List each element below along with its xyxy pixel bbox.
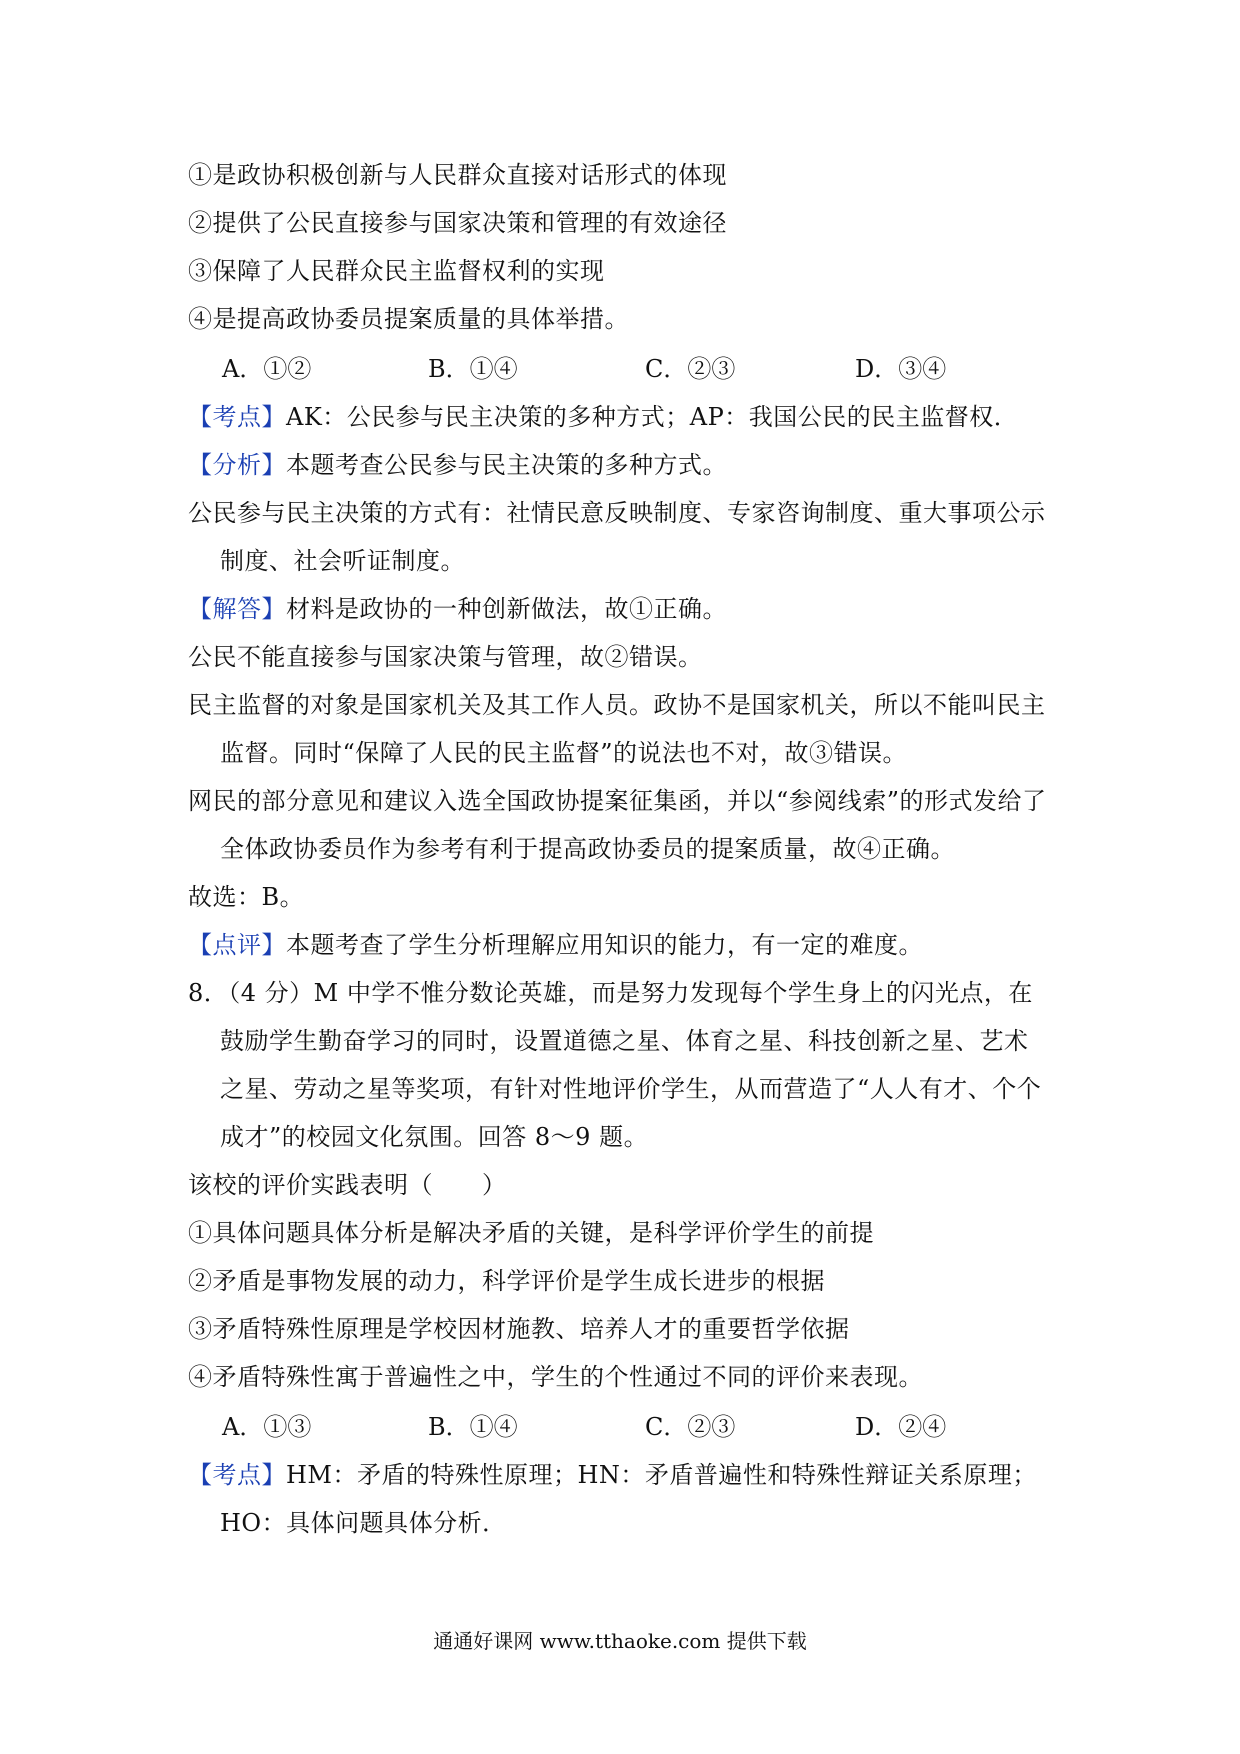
q8-kaodian-text: HM：矛盾的特殊性原理；HN：矛盾普遍性和特殊性辩证关系原理； — [286, 1461, 1037, 1489]
q7-fenxi — [188, 450, 727, 480]
fenxi-text: 本题考查公民参与民主决策的多种方式。 — [286, 451, 727, 479]
q8-option-b: B．①④ — [428, 1413, 518, 1441]
jieda-text: 材料是政协的一种创新做法，故①正确。 — [286, 595, 727, 623]
q8-option-c: C．②③ — [645, 1413, 736, 1441]
q8-kaodian-cont: HO：具体问题具体分析． — [220, 1509, 507, 1537]
jieda-line-3: 监督。同时“保障了人民的民主监督”的说法也不对，故③错误。 — [220, 739, 908, 767]
jieda-line-2: 民主监督的对象是国家机关及其工作人员。政协不是国家机关，所以不能叫民主 — [188, 691, 1046, 719]
q7-statement-4: ④是提高政协委员提案质量的具体举措。 — [188, 305, 629, 333]
q7-option-b: B．①④ — [428, 355, 518, 383]
q8-option-a: A．①③ — [222, 1413, 312, 1441]
dianping-text: 本题考查了学生分析理解应用知识的能力，有一定的难度。 — [286, 931, 923, 959]
q8-option-d: D．②④ — [855, 1413, 947, 1441]
q8-statement-1: ①具体问题具体分析是解决矛盾的关键，是科学评价学生的前提 — [188, 1219, 874, 1247]
q8-stem-line-4: 成才”的校园文化氛围。回答 8～9 题。 — [220, 1123, 649, 1151]
q7-option-a: A．①② — [222, 355, 312, 383]
q8-kaodian — [188, 1460, 1037, 1490]
kaodian-text: AK：公民参与民主决策的多种方式；AP：我国公民的民主监督权． — [286, 403, 1019, 431]
q7-kaodian — [188, 402, 1018, 432]
jieda-line-5: 全体政协委员作为参考有利于提高政协委员的提案质量，故④正确。 — [220, 835, 955, 863]
page-footer: 通通好课网 www.tthaoke.com 提供下载 — [433, 1629, 807, 1653]
jieda-tag: 【解答】 — [188, 595, 286, 623]
q7-option-d: D．③④ — [855, 355, 947, 383]
q8-question: 该校的评价实践表明（ ） — [188, 1171, 507, 1199]
fenxi-tag: 【分析】 — [188, 451, 286, 479]
fenxi-line-2: 制度、社会听证制度。 — [220, 547, 465, 575]
jieda-line-4: 网民的部分意见和建议入选全国政协提案征集函，并以“参阅线索”的形式发给了 — [188, 787, 1047, 815]
q8-statement-4: ④矛盾特殊性寓于普遍性之中，学生的个性通过不同的评价来表现。 — [188, 1363, 923, 1391]
q8-statement-2: ②矛盾是事物发展的动力，科学评价是学生成长进步的根据 — [188, 1267, 825, 1295]
jieda-line-6: 故选：B。 — [188, 883, 305, 911]
q8-statement-3: ③矛盾特殊性原理是学校因材施教、培养人才的重要哲学依据 — [188, 1315, 850, 1343]
q7-option-c: C．②③ — [645, 355, 736, 383]
q8-stem-line-3: 之星、劳动之星等奖项，有针对性地评价学生，从而营造了“人人有才、个个 — [220, 1075, 1042, 1103]
q7-statement-3: ③保障了人民群众民主监督权利的实现 — [188, 257, 605, 285]
dianping-tag: 【点评】 — [188, 931, 286, 959]
q7-statement-1: ①是政协积极创新与人民群众直接对话形式的体现 — [188, 161, 727, 189]
q8-stem-line-1: 8．（4 分）M 中学不惟分数论英雄，而是努力发现每个学生身上的闪光点，在 — [188, 979, 1033, 1007]
q7-dianping — [188, 930, 923, 960]
jieda-line-1: 公民不能直接参与国家决策与管理，故②错误。 — [188, 643, 703, 671]
q8-kaodian-tag: 【考点】 — [188, 1461, 286, 1489]
q8-stem-line-2: 鼓励学生勤奋学习的同时，设置道德之星、体育之星、科技创新之星、艺术 — [220, 1027, 1029, 1055]
q7-jieda — [188, 594, 727, 624]
q7-statement-2: ②提供了公民直接参与国家决策和管理的有效途径 — [188, 209, 727, 237]
kaodian-tag: 【考点】 — [188, 403, 286, 431]
fenxi-line-1: 公民参与民主决策的方式有：社情民意反映制度、专家咨询制度、重大事项公示 — [188, 499, 1046, 527]
